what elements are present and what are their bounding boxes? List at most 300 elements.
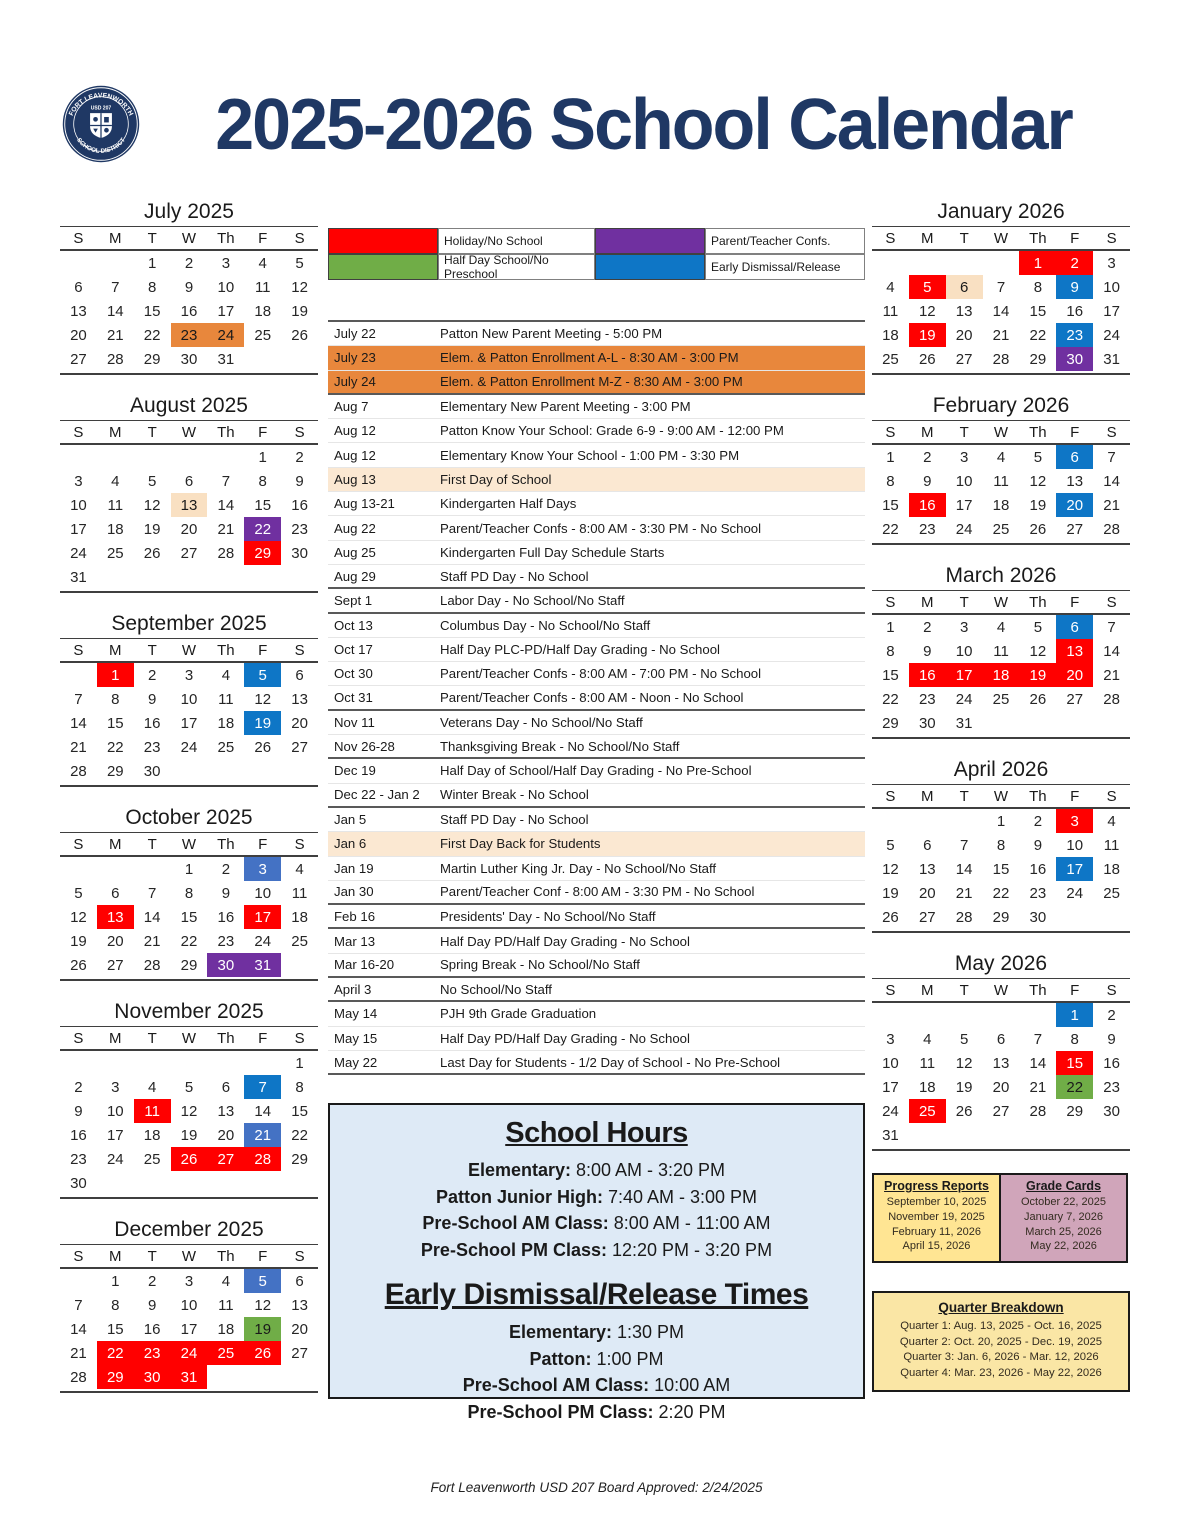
day-cell: 23 xyxy=(291,520,308,538)
day-cell xyxy=(134,1171,171,1195)
day-cell: 12 xyxy=(291,278,308,296)
event-description: Patton Know Your School: Grade 6-9 - 9:00 AM - 12:00 PM xyxy=(440,423,784,439)
day-cell: 13 xyxy=(171,493,208,517)
logo-top-text: FORT LEAVENWORTH xyxy=(67,92,135,118)
day-cell: 25 xyxy=(992,690,1010,708)
day-cell: 31 xyxy=(244,953,281,977)
day-cell: 12 xyxy=(180,1102,198,1120)
event-row xyxy=(328,516,865,540)
day-cell xyxy=(1056,711,1093,735)
day-cell: 17 xyxy=(882,1078,899,1096)
day-cell: 13 xyxy=(70,302,87,320)
day-cell: 23 xyxy=(1103,1078,1120,1096)
event-date: Mar 13 xyxy=(334,933,376,949)
day-cell: 1 xyxy=(996,812,1006,830)
school-hours-items xyxy=(330,1157,863,1263)
day-cell: 20 xyxy=(918,884,936,902)
event-row xyxy=(328,443,865,467)
day-cell xyxy=(60,251,97,275)
day-cell: 27 xyxy=(918,908,936,926)
day-cell: 27 xyxy=(207,1147,244,1171)
day-cell: 2 xyxy=(1056,251,1093,275)
day-cell: 1 xyxy=(258,448,267,466)
event-row xyxy=(328,1051,865,1075)
day-cell: 15 xyxy=(143,302,161,320)
week-row xyxy=(872,833,1130,857)
day-cell: 18 xyxy=(882,326,899,344)
event-date: Aug 13 xyxy=(334,471,376,487)
day-cell: 25 xyxy=(882,350,899,368)
day-cell xyxy=(60,1269,97,1293)
day-cell: 27 xyxy=(291,1344,308,1362)
day-cell: 7 xyxy=(147,884,157,902)
day-cell xyxy=(281,759,318,783)
hours-item-value: 8:00 AM - 11:00 AM xyxy=(613,1213,771,1233)
event-date: Aug 7 xyxy=(334,399,369,415)
event-row xyxy=(328,784,865,808)
day-cell: 14 xyxy=(106,302,124,320)
weekday-header: Th xyxy=(217,835,235,853)
day-cell: 5 xyxy=(886,836,895,854)
weekday-header: T xyxy=(959,981,969,999)
day-cell: 20 xyxy=(106,932,124,950)
week-row xyxy=(872,275,1130,299)
week-row xyxy=(872,663,1130,687)
day-cell: 30 xyxy=(134,1365,171,1389)
month-title: February 2026 xyxy=(872,394,1130,421)
day-cell: 30 xyxy=(1029,908,1047,926)
hours-item-label: Patton: xyxy=(529,1348,597,1369)
day-cell: 5 xyxy=(244,1269,281,1293)
day-cell: 19 xyxy=(244,711,281,735)
day-cell: 8 xyxy=(111,1296,120,1314)
event-date: July 24 xyxy=(334,374,376,390)
day-cell: 4 xyxy=(886,278,895,296)
weekday-header: W xyxy=(181,1247,197,1265)
left-calendar-column xyxy=(60,200,318,1412)
day-cell: 24 xyxy=(955,520,973,538)
month-title: March 2026 xyxy=(872,564,1130,591)
day-cell: 11 xyxy=(254,278,271,296)
day-cell: 22 xyxy=(106,738,124,756)
day-cell: 5 xyxy=(909,275,946,299)
day-cell: 12 xyxy=(882,860,899,878)
day-cell: 21 xyxy=(955,884,973,902)
weekday-header: M xyxy=(921,981,934,999)
day-cell: 7 xyxy=(996,278,1006,296)
event-description: Veterans Day - No School/No Staff xyxy=(440,714,643,730)
day-cell: 14 xyxy=(1103,472,1120,490)
day-cell: 16 xyxy=(909,663,946,687)
day-cell: 22 xyxy=(882,690,899,708)
event-row xyxy=(328,419,865,443)
day-cell: 14 xyxy=(955,860,973,878)
day-cell: 15 xyxy=(1029,302,1047,320)
day-cell xyxy=(1019,1123,1056,1147)
weekday-header: S xyxy=(294,1029,305,1047)
event-description: Thanksgiving Break - No School/No Staff xyxy=(440,738,680,754)
day-cell xyxy=(909,251,946,275)
day-cell xyxy=(281,347,318,371)
day-cell: 3 xyxy=(111,1078,120,1096)
day-cell: 22 xyxy=(1029,326,1047,344)
week-row xyxy=(60,1293,318,1317)
day-cell: 8 xyxy=(184,884,194,902)
weekday-header: Th xyxy=(217,423,235,441)
weekday-header: M xyxy=(921,229,934,247)
day-cell: 10 xyxy=(180,1296,198,1314)
day-cell: 16 xyxy=(143,714,161,732)
day-cell: 19 xyxy=(1019,663,1056,687)
event-date: Aug 22 xyxy=(334,520,376,536)
day-cell xyxy=(134,445,171,469)
day-cell: 20 xyxy=(180,520,198,538)
week-row xyxy=(60,1075,318,1099)
weekday-header: F xyxy=(1070,787,1080,805)
event-description: Last Day for Students - 1/2 Day of School - No Pre-School xyxy=(440,1054,781,1070)
week-row xyxy=(872,347,1130,371)
color-legend xyxy=(328,228,865,280)
event-date: Dec 19 xyxy=(334,763,376,779)
weekday-header: M xyxy=(109,423,122,441)
day-cell: 28 xyxy=(106,350,124,368)
day-cell: 12 xyxy=(1029,642,1047,660)
day-cell: 3 xyxy=(244,857,281,881)
day-cell: 21 xyxy=(992,326,1010,344)
day-cell: 29 xyxy=(244,541,281,565)
day-cell: 14 xyxy=(217,496,235,514)
day-cell: 21 xyxy=(1029,1078,1047,1096)
day-cell: 10 xyxy=(882,1054,899,1072)
hours-item-label: Elementary: xyxy=(508,1322,617,1342)
weekday-header: Th xyxy=(217,229,235,247)
day-cell: 3 xyxy=(886,1030,895,1048)
day-cell xyxy=(946,1123,983,1147)
day-cell: 12 xyxy=(254,690,272,708)
weekday-header: S xyxy=(73,835,84,853)
event-row xyxy=(328,711,865,735)
event-date: Jan 30 xyxy=(334,884,374,900)
day-cell: 31 xyxy=(217,350,235,368)
event-row xyxy=(328,881,865,905)
day-cell: 15 xyxy=(106,1320,124,1338)
mini-calendar xyxy=(60,394,318,593)
day-cell: 4 xyxy=(258,254,267,272)
day-cell: 25 xyxy=(143,1150,161,1168)
event-description: Presidents' Day - No School/No Staff xyxy=(440,908,656,924)
event-row xyxy=(328,1002,865,1026)
month-title: November 2025 xyxy=(60,1000,318,1027)
day-cell: 18 xyxy=(254,302,272,320)
day-cell xyxy=(97,857,134,881)
event-description: Martin Luther King Jr. Day - No School/No Staff xyxy=(440,860,717,876)
hours-item xyxy=(330,1399,863,1426)
weekday-header: W xyxy=(993,787,1009,805)
day-cell xyxy=(97,1171,134,1195)
day-cell: 4 xyxy=(147,1078,157,1096)
hours-item xyxy=(330,1346,863,1373)
week-row xyxy=(60,953,318,977)
day-cell: 10 xyxy=(106,1102,124,1120)
legend-label: Early Dismissal/Release xyxy=(705,254,865,280)
event-description: Kindergarten Half Days xyxy=(440,496,577,512)
day-cell: 30 xyxy=(143,762,161,780)
weekday-header: T xyxy=(959,423,969,441)
day-cell: 31 xyxy=(882,1126,899,1144)
day-cell: 17 xyxy=(180,1320,198,1338)
quarter-line: Quarter 2: Oct. 20, 2025 - Dec. 19, 2025 xyxy=(899,1335,1103,1348)
event-date: May 22 xyxy=(334,1054,378,1070)
day-cell: 10 xyxy=(1066,836,1084,854)
day-cell: 26 xyxy=(143,544,161,562)
day-cell: 30 xyxy=(1103,1102,1120,1120)
week-row xyxy=(60,1147,318,1171)
week-row xyxy=(60,1341,318,1365)
day-cell: 11 xyxy=(993,472,1009,490)
day-cell: 2 xyxy=(295,448,304,466)
weekday-header: S xyxy=(1106,981,1117,999)
day-cell xyxy=(244,1365,281,1389)
day-cell: 11 xyxy=(919,1054,936,1072)
mini-calendar xyxy=(60,1000,318,1199)
page-title: 2025-2026 School Calendar xyxy=(215,83,1072,165)
day-cell xyxy=(134,857,171,881)
hours-item-value: 7:40 AM - 3:00 PM xyxy=(607,1186,758,1207)
day-cell: 6 xyxy=(74,278,83,296)
weekday-header: F xyxy=(1070,981,1080,999)
weekday-header: T xyxy=(147,835,157,853)
day-cell: 24 xyxy=(106,1150,124,1168)
hours-item-value: 1:30 PM xyxy=(617,1322,685,1342)
day-cell: 23 xyxy=(143,738,161,756)
week-row xyxy=(60,711,318,735)
day-cell: 20 xyxy=(1056,493,1093,517)
event-row xyxy=(328,638,865,662)
day-cell: 18 xyxy=(217,1320,235,1338)
weekday-header: F xyxy=(1070,423,1080,441)
day-cell: 1 xyxy=(111,1272,120,1290)
mini-calendar xyxy=(872,952,1130,1151)
day-cell xyxy=(281,1365,318,1389)
week-row xyxy=(60,929,318,953)
weekday-header-row xyxy=(60,1245,318,1269)
weekday-header: M xyxy=(109,835,122,853)
day-cell: 2 xyxy=(147,1272,157,1290)
event-description: Parent/Teacher Confs - 8:00 AM - Noon - No School xyxy=(440,690,744,706)
event-description: Kindergarten Full Day Schedule Starts xyxy=(440,544,665,560)
event-description: Elementary Know Your School - 1:00 PM - 3:30 PM xyxy=(440,447,740,463)
day-cell: 26 xyxy=(955,1102,973,1120)
week-row xyxy=(60,759,318,783)
day-cell: 29 xyxy=(180,956,198,974)
day-cell: 10 xyxy=(955,472,973,490)
weekday-header: F xyxy=(258,423,268,441)
event-date: Jan 19 xyxy=(334,860,374,876)
day-cell: 28 xyxy=(217,544,235,562)
day-cell: 3 xyxy=(184,1272,194,1290)
day-cell xyxy=(946,1003,983,1027)
quarter-line: Quarter 3: Jan. 6, 2026 - Mar. 12, 2026 xyxy=(903,1351,1099,1364)
event-description: PJH 9th Grade Graduation xyxy=(440,1006,597,1022)
event-description: Columbus Day - No School/No Staff xyxy=(440,617,651,633)
weekday-header: Th xyxy=(1029,593,1047,611)
day-cell: 7 xyxy=(221,472,231,490)
event-row xyxy=(328,371,865,395)
day-cell: 14 xyxy=(1103,642,1120,660)
day-cell: 29 xyxy=(291,1150,308,1168)
day-cell: 17 xyxy=(955,496,973,514)
week-row xyxy=(60,857,318,881)
event-row xyxy=(328,808,865,832)
day-cell: 30 xyxy=(180,350,198,368)
day-cell: 28 xyxy=(1103,520,1120,538)
day-cell: 19 xyxy=(70,932,87,950)
mini-calendar xyxy=(872,200,1130,375)
hours-item-label: Pre-School PM Class: xyxy=(467,1401,659,1422)
legend-label: Half Day School/No Preschool xyxy=(438,254,595,280)
day-cell: 25 xyxy=(254,326,272,344)
weekday-header-row xyxy=(872,421,1130,445)
day-cell: 2 xyxy=(1107,1006,1116,1024)
week-row xyxy=(60,347,318,371)
day-cell: 28 xyxy=(70,762,87,780)
day-cell: 20 xyxy=(291,714,308,732)
week-row xyxy=(872,299,1130,323)
day-cell: 22 xyxy=(291,1126,308,1144)
progress-reports-title: Progress Reports xyxy=(884,1179,989,1193)
day-cell: 24 xyxy=(171,1341,208,1365)
weekday-header: M xyxy=(921,593,934,611)
day-cell: 22 xyxy=(143,326,161,344)
day-cell xyxy=(1019,1003,1056,1027)
week-row xyxy=(872,881,1130,905)
day-cell xyxy=(60,1051,97,1075)
day-cell: 18 xyxy=(143,1126,161,1144)
day-cell: 17 xyxy=(244,905,281,929)
day-cell: 23 xyxy=(1056,323,1093,347)
hours-item-value: 10:00 AM xyxy=(654,1375,731,1395)
day-cell xyxy=(134,1051,171,1075)
weekday-header: S xyxy=(885,423,896,441)
day-cell: 3 xyxy=(74,472,83,490)
week-row xyxy=(872,857,1130,881)
week-row xyxy=(872,809,1130,833)
hours-item-label: Pre-School PM Class: xyxy=(420,1239,612,1260)
week-row xyxy=(60,1269,318,1293)
day-cell: 20 xyxy=(992,1078,1010,1096)
day-cell: 2 xyxy=(74,1078,83,1096)
week-row xyxy=(872,905,1130,929)
day-cell: 18 xyxy=(291,908,308,926)
week-row xyxy=(60,687,318,711)
day-cell: 8 xyxy=(1070,1030,1079,1048)
hours-item xyxy=(330,1237,863,1264)
day-cell: 6 xyxy=(221,1078,231,1096)
weekday-header: T xyxy=(959,229,969,247)
event-row xyxy=(328,1027,865,1051)
day-cell: 22 xyxy=(992,884,1010,902)
day-cell: 30 xyxy=(291,544,308,562)
day-cell: 4 xyxy=(996,618,1006,636)
day-cell: 22 xyxy=(244,517,281,541)
day-cell xyxy=(1093,711,1130,735)
weekday-header: M xyxy=(109,1029,122,1047)
day-cell xyxy=(171,1051,208,1075)
event-row xyxy=(328,857,865,881)
progress-date: September 10, 2025 xyxy=(886,1196,987,1208)
grade-card-date: January 7, 2026 xyxy=(1024,1210,1103,1223)
district-seal-logo xyxy=(62,85,140,163)
weekday-header: S xyxy=(294,835,305,853)
day-cell: 6 xyxy=(996,1030,1006,1048)
day-cell: 24 xyxy=(254,932,272,950)
weekday-header: S xyxy=(294,1247,305,1265)
day-cell xyxy=(872,809,909,833)
weekday-header: S xyxy=(294,423,305,441)
day-cell: 6 xyxy=(295,666,304,684)
day-cell: 23 xyxy=(918,690,936,708)
day-cell xyxy=(60,857,97,881)
week-row xyxy=(60,1123,318,1147)
quarter-line: Quarter 4: Mar. 23, 2026 - May 22, 2026 xyxy=(900,1366,1102,1379)
day-cell xyxy=(207,1171,244,1195)
day-cell: 6 xyxy=(923,836,932,854)
hours-item xyxy=(330,1372,863,1399)
day-cell: 18 xyxy=(983,663,1020,687)
day-cell: 10 xyxy=(70,496,87,514)
week-row xyxy=(872,687,1130,711)
day-cell: 20 xyxy=(291,1320,308,1338)
grade-cards-dates xyxy=(1003,1195,1124,1254)
day-cell: 24 xyxy=(1103,326,1120,344)
day-cell: 27 xyxy=(70,350,87,368)
school-hours-box xyxy=(328,1103,865,1422)
day-cell: 15 xyxy=(1056,1051,1093,1075)
day-cell: 12 xyxy=(955,1054,973,1072)
day-cell: 23 xyxy=(70,1150,87,1168)
progress-date: February 11, 2026 xyxy=(891,1225,982,1238)
day-cell xyxy=(60,445,97,469)
day-cell: 19 xyxy=(143,520,161,538)
weekday-header: Th xyxy=(1029,787,1047,805)
hours-item xyxy=(330,1319,863,1346)
weekday-header: Th xyxy=(217,641,235,659)
event-description: First Day Back for Students xyxy=(440,836,601,852)
day-cell xyxy=(97,565,134,589)
day-cell xyxy=(207,759,244,783)
day-cell xyxy=(1019,711,1056,735)
day-cell: 13 xyxy=(918,860,936,878)
hours-item-value: 1:00 PM xyxy=(596,1348,664,1369)
event-description: Parent/Teacher Conf - 8:00 AM - 3:30 PM - No School xyxy=(440,884,755,900)
day-cell: 25 xyxy=(217,738,235,756)
day-cell: 14 xyxy=(992,302,1010,320)
day-cell: 19 xyxy=(180,1126,198,1144)
week-row xyxy=(60,663,318,687)
day-cell: 27 xyxy=(955,350,973,368)
day-cell: 17 xyxy=(70,520,87,538)
weekday-header: S xyxy=(73,423,84,441)
event-row xyxy=(328,541,865,565)
day-cell: 31 xyxy=(171,1365,208,1389)
day-cell: 6 xyxy=(295,1272,304,1290)
day-cell: 10 xyxy=(254,884,272,902)
day-cell: 29 xyxy=(97,1365,134,1389)
day-cell: 24 xyxy=(70,544,87,562)
day-cell: 14 xyxy=(70,1320,87,1338)
day-cell: 1 xyxy=(1019,251,1056,275)
weekday-header: F xyxy=(258,1247,268,1265)
